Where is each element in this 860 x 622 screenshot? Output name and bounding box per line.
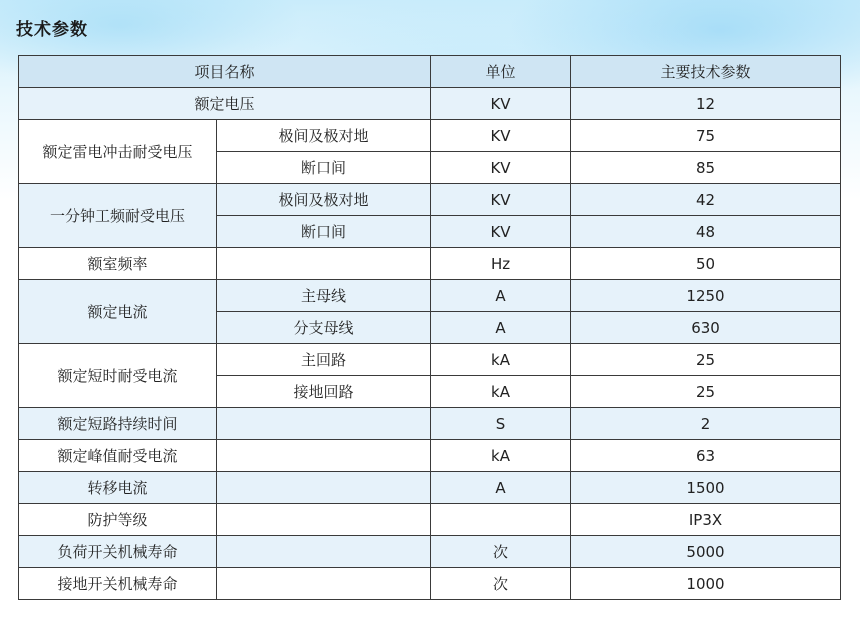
row-group-label: 额定短时耐受电流 bbox=[19, 344, 217, 408]
row-sub-label: 接地回路 bbox=[217, 376, 431, 408]
row-unit: KV bbox=[431, 184, 571, 216]
row-unit bbox=[431, 504, 571, 536]
row-label: 防护等级 bbox=[19, 504, 217, 536]
table-row bbox=[19, 536, 841, 568]
table-row bbox=[19, 568, 841, 600]
row-sub-label: 分支母线 bbox=[217, 312, 431, 344]
row-value: IP3X bbox=[571, 504, 841, 536]
row-sub-label bbox=[217, 568, 431, 600]
table-row bbox=[19, 440, 841, 472]
row-label: 接地开关机械寿命 bbox=[19, 568, 217, 600]
row-label: 额定电压 bbox=[19, 88, 431, 120]
row-unit: Hz bbox=[431, 248, 571, 280]
table-row bbox=[19, 408, 841, 440]
row-unit: 次 bbox=[431, 568, 571, 600]
table-row bbox=[19, 88, 841, 120]
row-label: 额定峰值耐受电流 bbox=[19, 440, 217, 472]
row-value: 63 bbox=[571, 440, 841, 472]
row-sub-label: 断口间 bbox=[217, 216, 431, 248]
header-value: 主要技术参数 bbox=[571, 56, 841, 88]
row-label: 额定短路持续时间 bbox=[19, 408, 217, 440]
row-unit: KV bbox=[431, 216, 571, 248]
technical-parameters-table bbox=[18, 55, 841, 600]
table-row bbox=[19, 280, 841, 312]
row-sub-label bbox=[217, 248, 431, 280]
row-sub-label bbox=[217, 408, 431, 440]
row-sub-label: 主母线 bbox=[217, 280, 431, 312]
row-value: 50 bbox=[571, 248, 841, 280]
row-unit: A bbox=[431, 312, 571, 344]
row-sub-label: 极间及极对地 bbox=[217, 184, 431, 216]
table-row bbox=[19, 120, 841, 152]
row-group-label: 额定电流 bbox=[19, 280, 217, 344]
row-value: 42 bbox=[571, 184, 841, 216]
row-value: 2 bbox=[571, 408, 841, 440]
row-value: 25 bbox=[571, 376, 841, 408]
table-row bbox=[19, 504, 841, 536]
row-unit: kA bbox=[431, 344, 571, 376]
row-value: 630 bbox=[571, 312, 841, 344]
row-sub-label: 极间及极对地 bbox=[217, 120, 431, 152]
row-label: 负荷开关机械寿命 bbox=[19, 536, 217, 568]
table-row bbox=[19, 248, 841, 280]
row-label: 额室频率 bbox=[19, 248, 217, 280]
header-unit: 单位 bbox=[431, 56, 571, 88]
row-value: 1000 bbox=[571, 568, 841, 600]
row-value: 75 bbox=[571, 120, 841, 152]
row-value: 48 bbox=[571, 216, 841, 248]
row-unit: KV bbox=[431, 88, 571, 120]
row-sub-label bbox=[217, 440, 431, 472]
row-unit: 次 bbox=[431, 536, 571, 568]
row-sub-label bbox=[217, 504, 431, 536]
row-value: 25 bbox=[571, 344, 841, 376]
row-value: 12 bbox=[571, 88, 841, 120]
row-value: 5000 bbox=[571, 536, 841, 568]
row-unit: kA bbox=[431, 376, 571, 408]
row-label: 转移电流 bbox=[19, 472, 217, 504]
row-sub-label bbox=[217, 536, 431, 568]
table-row bbox=[19, 344, 841, 376]
row-unit: KV bbox=[431, 120, 571, 152]
row-group-label: 一分钟工频耐受电压 bbox=[19, 184, 217, 248]
row-sub-label bbox=[217, 472, 431, 504]
row-sub-label: 断口间 bbox=[217, 152, 431, 184]
row-group-label: 额定雷电冲击耐受电压 bbox=[19, 120, 217, 184]
row-value: 1500 bbox=[571, 472, 841, 504]
row-value: 85 bbox=[571, 152, 841, 184]
row-unit: S bbox=[431, 408, 571, 440]
row-value: 1250 bbox=[571, 280, 841, 312]
row-unit: A bbox=[431, 472, 571, 504]
row-unit: A bbox=[431, 280, 571, 312]
row-sub-label: 主回路 bbox=[217, 344, 431, 376]
table-row bbox=[19, 184, 841, 216]
page-title: 技术参数 bbox=[16, 20, 88, 40]
header-item-name: 项目名称 bbox=[19, 56, 431, 88]
table-header-row bbox=[19, 56, 841, 88]
row-unit: KV bbox=[431, 152, 571, 184]
table-row bbox=[19, 472, 841, 504]
row-unit: kA bbox=[431, 440, 571, 472]
